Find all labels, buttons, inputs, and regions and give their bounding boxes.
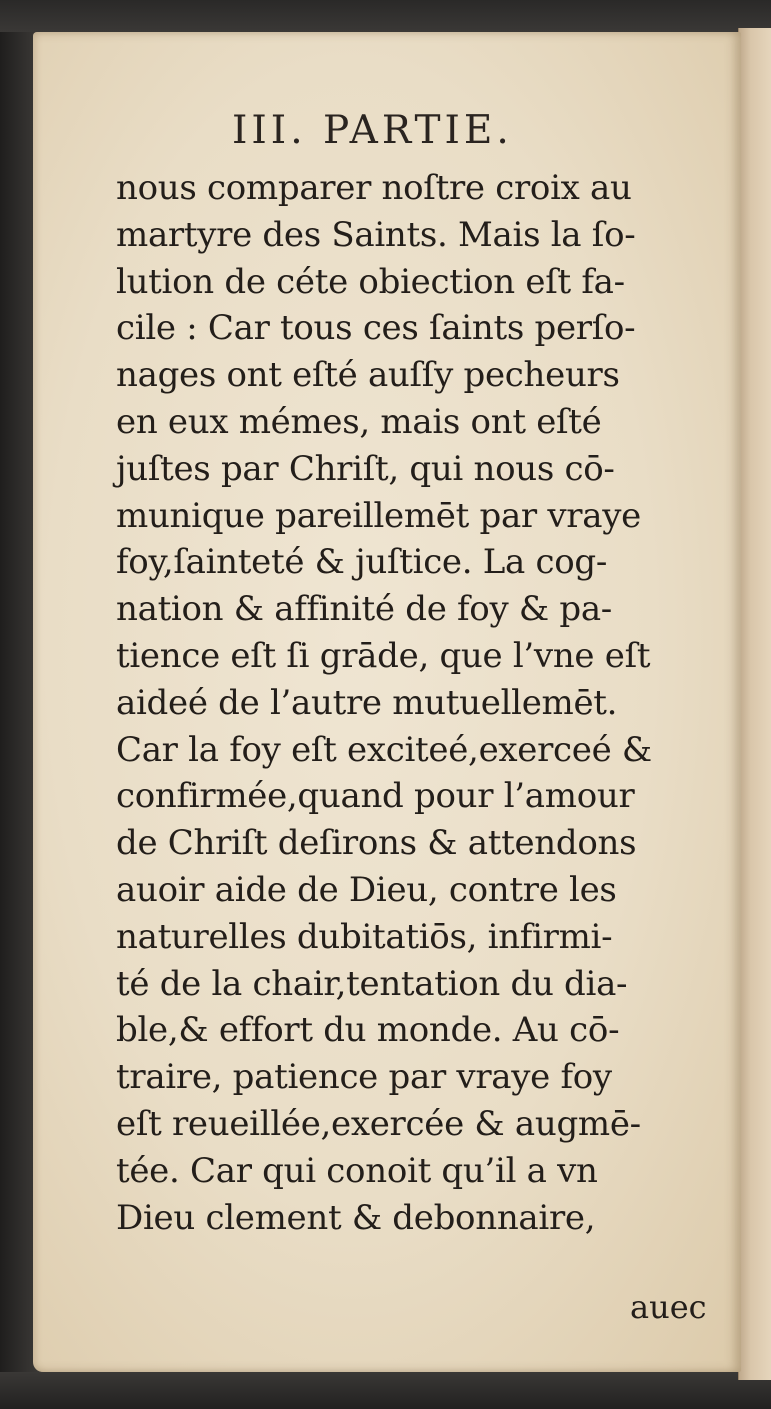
next-page-edge (738, 28, 771, 1380)
text-line: nous comparer noſtre croix au (116, 168, 632, 208)
text-line: nages ont eſté auſſy pecheurs (116, 355, 620, 396)
text-line: foy,ſainteté & juſtice. La cog- (116, 542, 608, 583)
text-line: cile : Car tous ces ſaints perſo- (116, 308, 636, 349)
text-line: té de la chair,tentation du dia- (116, 963, 628, 1004)
text-line: ble,& effort du monde. Au cō- (116, 1010, 620, 1051)
catchword: auec (630, 1288, 707, 1326)
text-line: juſtes par Chriſt, qui nous cō- (116, 448, 615, 489)
text-line: confirmée,quand pour l’amour (116, 776, 635, 817)
text-line: martyre des Saints. Mais la ſo- (116, 214, 636, 255)
book-cover-top (0, 0, 771, 32)
text-line: nation & affinité de foy & pa- (116, 589, 612, 630)
text-line: aideé de l’autre mutuellemēt. (116, 682, 618, 723)
text-line: tée. Car qui conoit qu’il a vn (116, 1150, 598, 1191)
text-line: tience eſt ſi grāde, que l’vne eſt (116, 635, 651, 676)
text-line: munique pareillemēt par vraye (116, 495, 641, 536)
text-line: Car la foy eſt exciteé,exerceé & (116, 729, 652, 770)
text-line: Dieu clement & debonnaire, (116, 1197, 596, 1238)
running-head: III. PARTIE. (232, 108, 513, 153)
text-line: eſt reueillée,exercée & augmē- (116, 1103, 641, 1144)
body-text (116, 165, 728, 1241)
book-cover-bottom (0, 1372, 771, 1409)
text-line: traire, patience par vraye foy (116, 1057, 612, 1098)
text-line: lution de céte obiection eſt fa- (116, 261, 625, 302)
text-line: naturelles dubitatiōs, infirmi- (116, 916, 613, 957)
text-line: de Chriſt deſirons & attendons (116, 823, 637, 864)
text-line: en eux mémes, mais ont eſté (116, 401, 602, 442)
text-line: auoir aide de Dieu, contre les (116, 869, 617, 910)
